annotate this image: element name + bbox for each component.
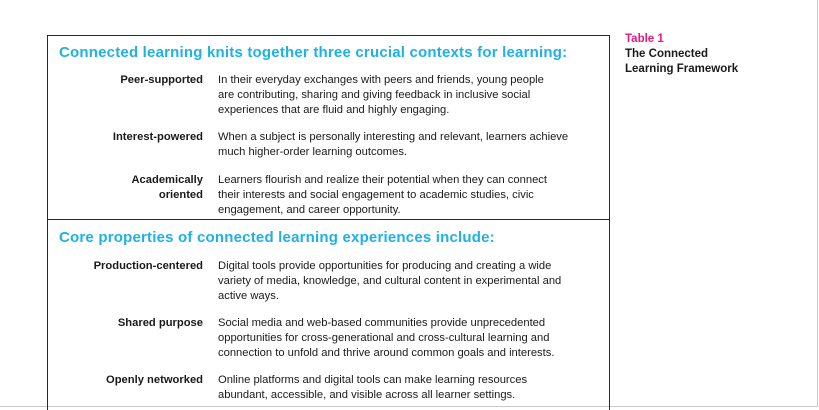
- contexts-section: [48, 36, 609, 220]
- row-description: Learners flourish and realize their potential when they can connect their interests and social engagement to academic studies, civic engagement, and career opportunity.: [218, 174, 547, 216]
- properties-section: [48, 220, 609, 410]
- table-caption: [625, 32, 738, 77]
- row-term: Production-centered: [93, 260, 203, 272]
- caption-label: Table 1: [625, 33, 664, 45]
- row-term: Academically oriented: [131, 174, 203, 201]
- row-term: Peer-supported: [120, 74, 203, 86]
- row-term: Interest-powered: [112, 131, 203, 143]
- contexts-section-title: Connected learning knits together three crucial contexts for learning:: [59, 44, 568, 61]
- row-description: Digital tools provide opportunities for producing and creating a wide variety of media, knowledge, and cultural content in experimental and active ways.: [218, 260, 562, 302]
- row-description: When a subject is personally interesting and relevant, learners achieve much higher-order learning outcomes.: [218, 131, 569, 158]
- properties-section-title: Core properties of connected learning experiences include:: [59, 229, 495, 246]
- row-description: In their everyday exchanges with peers and friends, young people are contributing, sharing and giving feedback in inclusive social experiences that are fluid and highly engaging.: [218, 74, 544, 116]
- row-description: Social media and web-based communities provide unprecedented opportunities for cross-generational and cross-cultural learning and connection to unfold and thrive around common goals and interests.: [218, 317, 555, 359]
- row-term: Openly networked: [106, 374, 203, 386]
- framework-table: [47, 35, 610, 410]
- row-term: Shared purpose: [117, 317, 203, 329]
- row-description: Online platforms and digital tools can make learning resources abundant, accessible, and visible across all learner settings.: [218, 374, 528, 401]
- caption-title: The Connected Learning Framework: [625, 48, 739, 75]
